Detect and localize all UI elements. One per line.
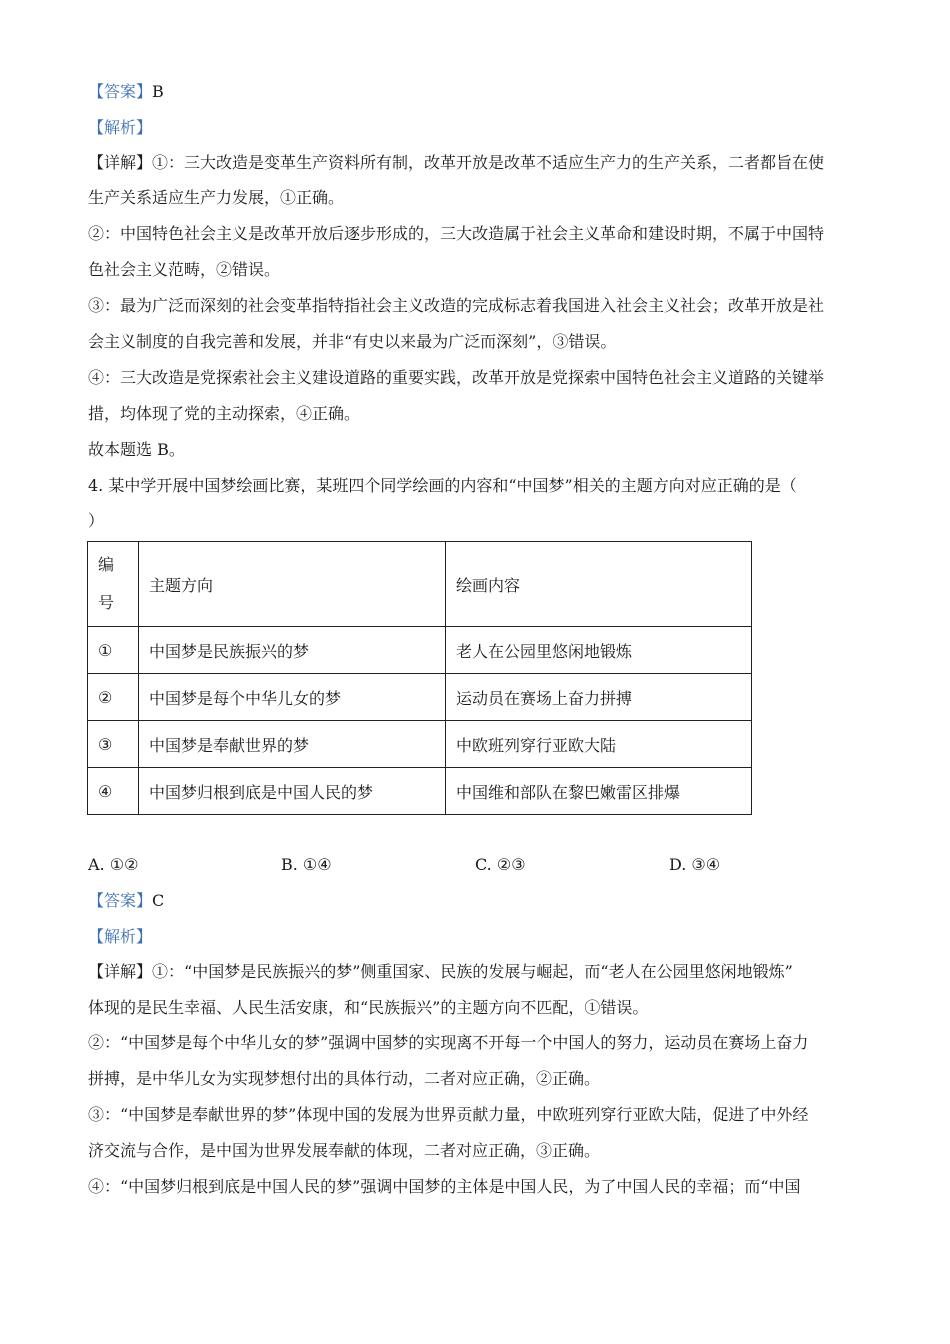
- option-c: C. ②③: [475, 855, 526, 874]
- header-theme-cell: 主题方向: [139, 542, 446, 627]
- q4-stem-line-2: ）: [88, 511, 105, 530]
- q4-stem-line-1: 4. 某中学开展中国梦绘画比赛，某班四个同学绘画的内容和“中国梦”相关的主题方向对应正确的是（: [88, 476, 797, 495]
- answer-tag: 【答案】: [88, 891, 153, 910]
- row-content: 老人在公园里悠闲地锻炼: [446, 627, 752, 674]
- row-theme: 中国梦是民族振兴的梦: [139, 627, 446, 674]
- q3-line-4: 色社会主义范畴，②错误。: [88, 260, 281, 279]
- header-content-cell: 绘画内容: [446, 542, 752, 627]
- q3-analysis-tag-line: [88, 118, 868, 138]
- q3-line-2: 生产关系适应生产力发展，①正确。: [88, 188, 345, 207]
- table-row: [88, 721, 752, 768]
- header-number-cell: 编 号: [88, 542, 139, 627]
- q4-line-6: 济交流与合作，是中国为世界发展奉献的体现，二者对应正确，③正确。: [88, 1141, 601, 1160]
- analysis-tag: 【解析】: [88, 118, 153, 137]
- q4-line-7: ④：“中国梦归根到底是中国人民的梦”强调中国梦的主体是中国人民，为了中国人民的幸福；而“中国: [88, 1177, 801, 1196]
- q4-detail-line-1: 【详解】①：“中国梦是民族振兴的梦”侧重国家、民族的发展与崛起，而“老人在公园里悠闲地锻炼”: [88, 962, 793, 981]
- table-header-row: [88, 542, 752, 627]
- row-theme: 中国梦是每个中华儿女的梦: [139, 674, 446, 721]
- row-number: ②: [88, 674, 139, 721]
- q3-answer-line: [88, 82, 868, 102]
- row-number: ①: [88, 627, 139, 674]
- option-a: A. ①②: [88, 855, 139, 874]
- answer-value: B: [152, 82, 164, 101]
- q3-line-6: 会主义制度的自我完善和发展，并非“有史以来最为广泛而深刻”，③错误。: [88, 332, 617, 351]
- detail-tag: 【详解】: [88, 153, 153, 172]
- q4-table: [87, 541, 752, 815]
- q4-analysis-tag-line: [88, 927, 868, 947]
- row-content: 中国维和部队在黎巴嫩雷区排爆: [446, 768, 752, 815]
- q4-answer-line: [88, 891, 868, 911]
- q4-line-2: 体现的是民生幸福、人民生活安康，和“民族振兴”的主题方向不匹配，①错误。: [88, 998, 649, 1017]
- table-row: [88, 674, 752, 721]
- table-row: [88, 768, 752, 815]
- row-theme: 中国梦是奉献世界的梦: [139, 721, 446, 768]
- q4-line-4: 拼搏，是中华儿女为实现梦想付出的具体行动，二者对应正确，②正确。: [88, 1069, 601, 1088]
- row-number: ④: [88, 768, 139, 815]
- q4-line-5: ③：“中国梦是奉献世界的梦”体现中国的发展为世界贡献力量，中欧班列穿行亚欧大陆，促进了中外经: [88, 1105, 809, 1124]
- q3-detail-line-1: 【详解】①：三大改造是变革生产资料所有制，改革开放是改革不适应生产力的生产关系，二者都旨在使: [88, 153, 825, 172]
- row-content: 运动员在赛场上奋力拼搏: [446, 674, 752, 721]
- row-content: 中欧班列穿行亚欧大陆: [446, 721, 752, 768]
- option-d: D. ③④: [669, 855, 721, 874]
- q3-line-8: 措，均体现了党的主动探索，④正确。: [88, 404, 361, 423]
- q4-line-3: ②：“中国梦是每个中华儿女的梦”强调中国梦的实现离不开每一个中国人的努力，运动员在赛场上奋力: [88, 1033, 809, 1052]
- row-number: ③: [88, 721, 139, 768]
- row-theme: 中国梦归根到底是中国人民的梦: [139, 768, 446, 815]
- option-b: B. ①④: [281, 855, 332, 874]
- q3-conclusion: 故本题选 B。: [88, 440, 185, 459]
- answer-value: C: [152, 891, 165, 910]
- answer-tag: 【答案】: [88, 82, 153, 101]
- q3-line-5: ③：最为广泛而深刻的社会变革指特指社会主义改造的完成标志着我国进入社会主义社会；改革开放是社: [88, 296, 825, 315]
- q3-line-7: ④：三大改造是党探索社会主义建设道路的重要实践，改革开放是党探索中国特色社会主义道路的关键举: [88, 368, 825, 387]
- q3-line-3: ②：中国特色社会主义是改革开放后逐步形成的，三大改造属于社会主义革命和建设时期，不属于中国特: [88, 224, 825, 243]
- detail-tag: 【详解】: [88, 962, 153, 981]
- table-row: [88, 627, 752, 674]
- analysis-tag: 【解析】: [88, 927, 153, 946]
